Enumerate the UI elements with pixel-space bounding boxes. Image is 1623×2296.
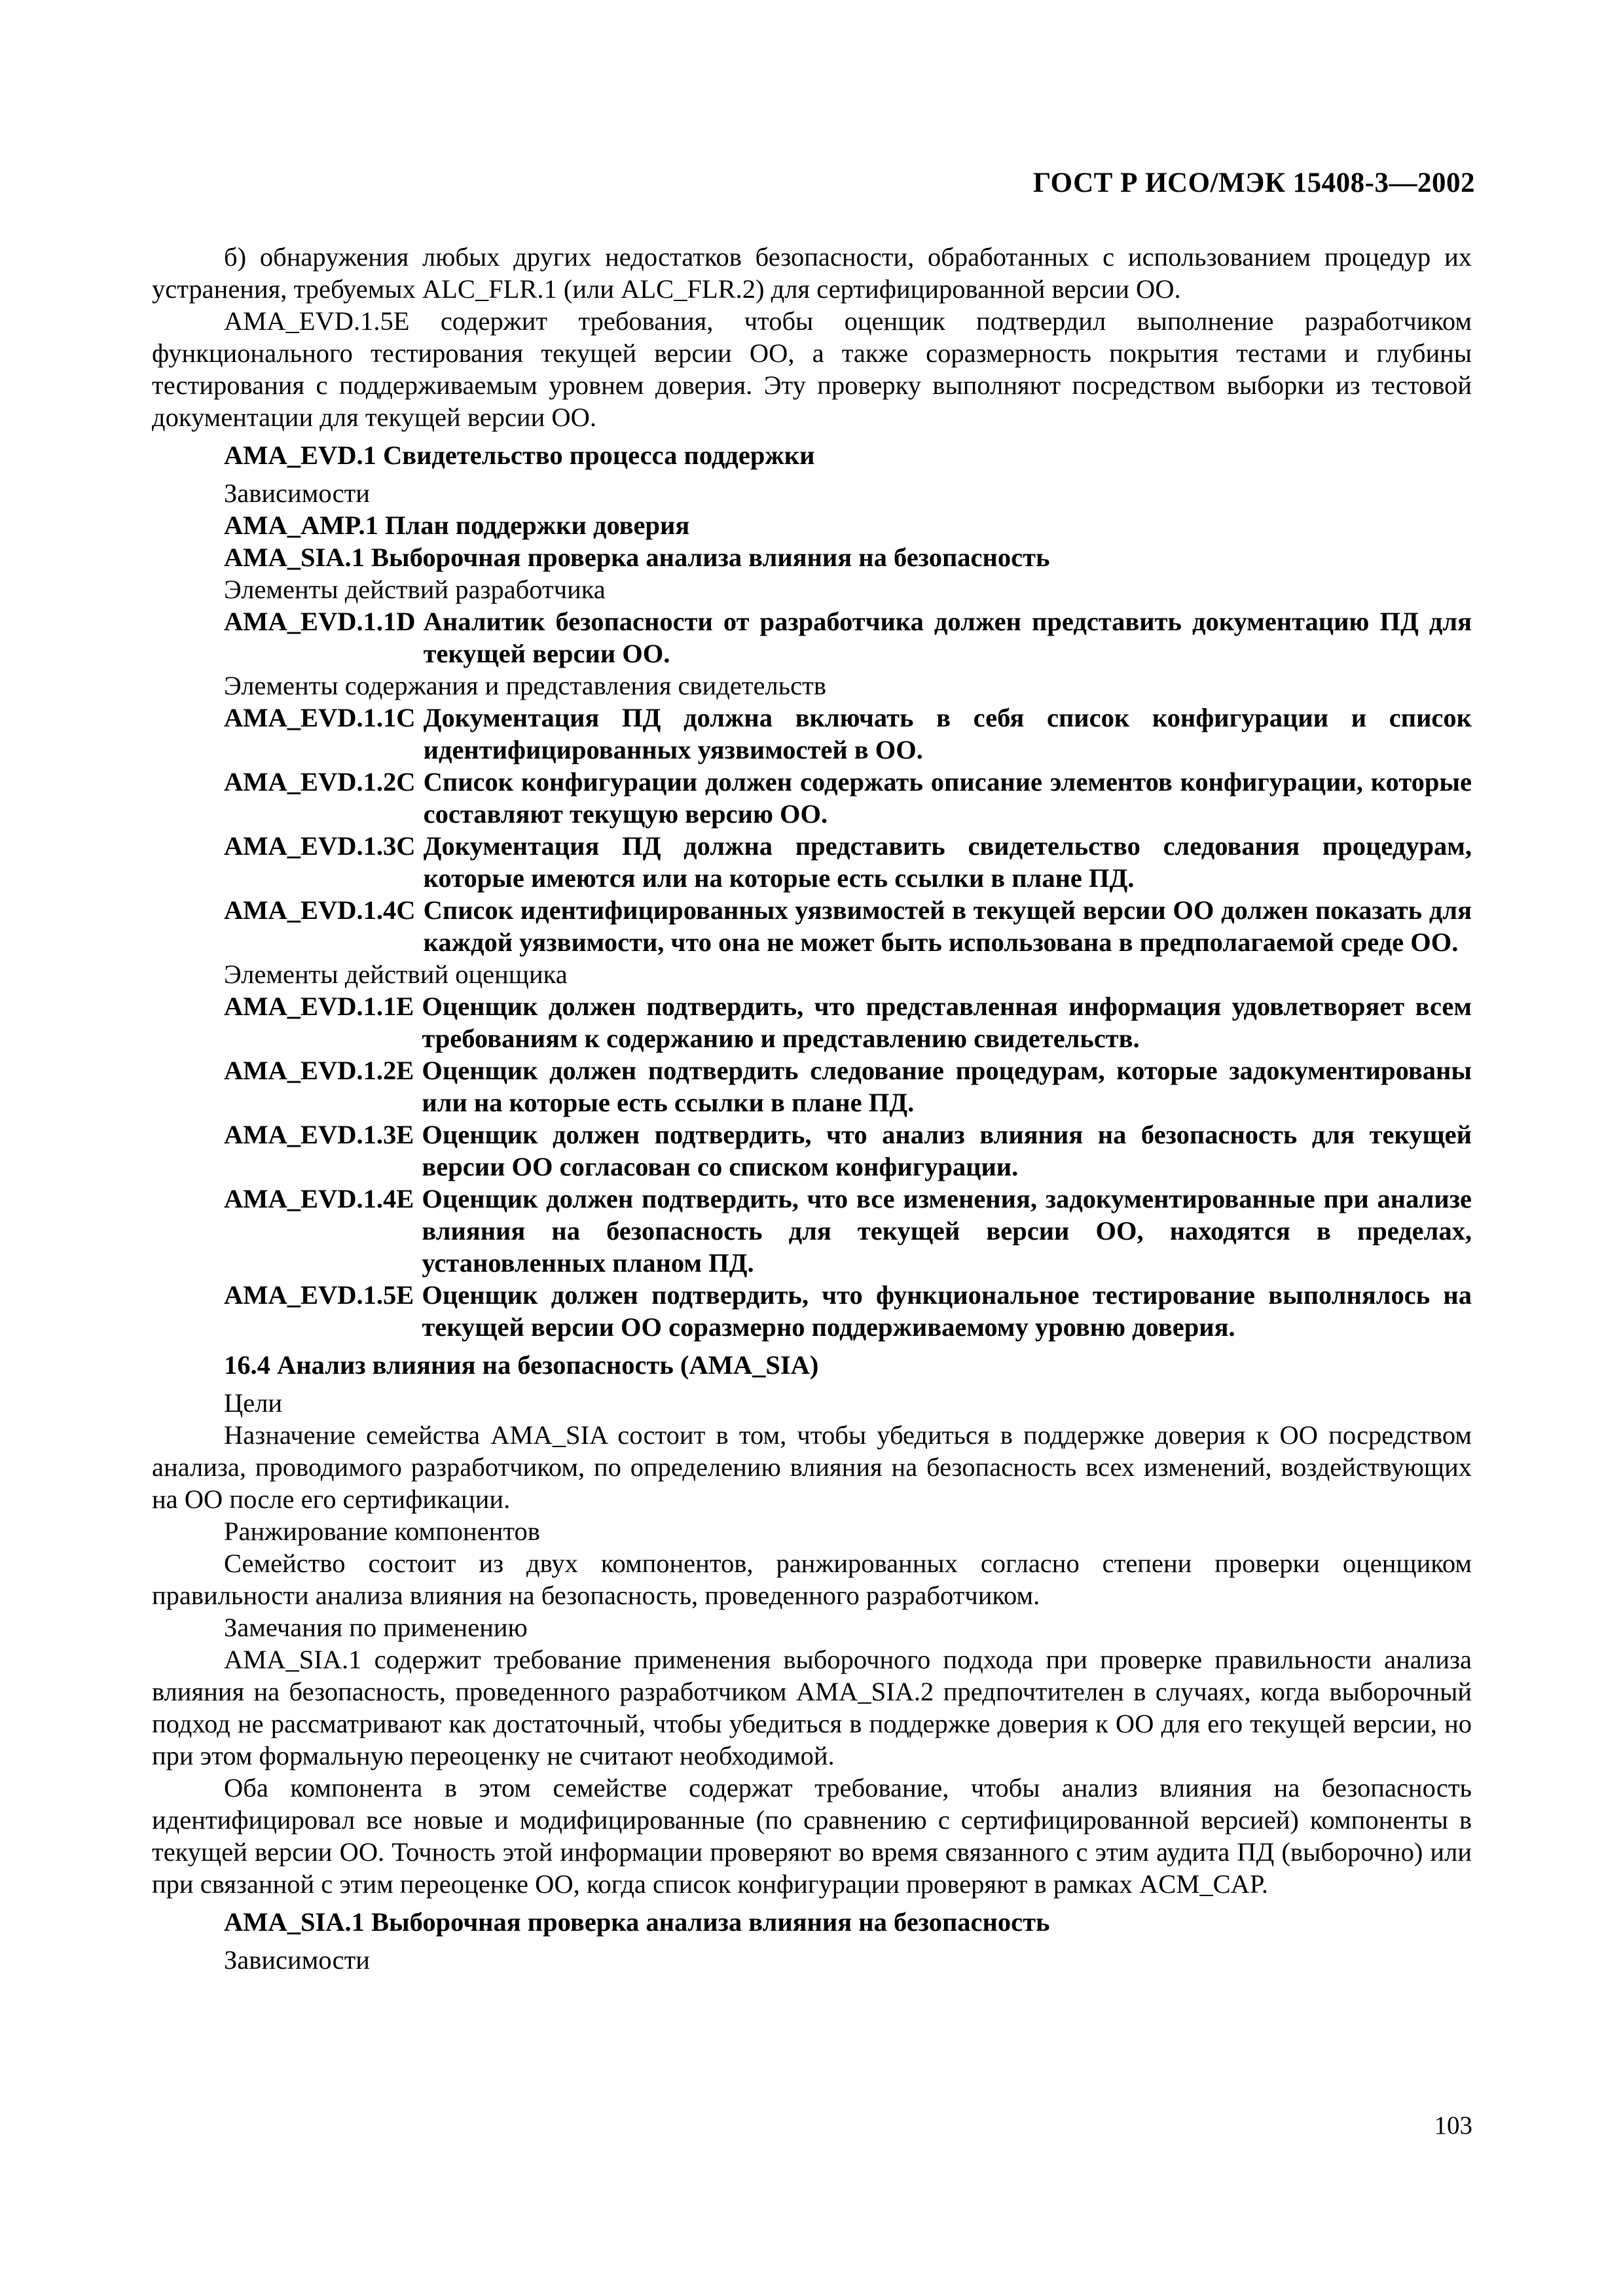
body-paragraph: Назначение семейства AMA_SIA состоит в том, чтобы убедиться в поддержке доверия к ОО посредством анализа, проводимого разработчиком, по определению влияния на безопасность всех изменений, воздействующих на ОО после его сертификации. [152,1420,1472,1514]
section-heading: AMA_SIA.1 Выборочная проверка анализа влияния на безопасность [224,1907,1050,1937]
body-paragraph: Оба компонента в этом семействе содержат требование, чтобы анализ влияния на безопасность идентифицировал все новые и модифицированные (по сравнению с сертифицированной версией) компоненты в текущей версии ОО. Точность этой информации проверяют во время связанного с этим аудита ПД (выборочно) или при связанной с этим переоценке ОО, когда список конфигурации проверяют в рамках ACM_CAP. [152,1773,1472,1899]
requirement-element [152,830,1472,894]
requirement-code: AMA_EVD.1.2E [224,1056,414,1085]
body-paragraph: AMA_EVD.1.5E содержит требования, чтобы оценщик подтвердил выполнение разработчиком функционального тестирования текущей версии ОО, а также соразмерность покрытия тестами и глубины тестирования с поддерживаемым уровнем доверия. Эту проверку выполняют посредством выборки из тестовой документации для текущей версии ОО. [152,306,1472,432]
requirement-code: AMA_EVD.1.2C [224,767,416,797]
requirement-code: AMA_EVD.1.4C [224,895,416,925]
requirement-text: Оценщик должен подтвердить, что представленная информация удовлетворяет всем требованиям к содержанию и представлению свидетельств. [422,992,1472,1053]
subsection-label: Замечания по применению [224,1613,528,1642]
requirement-text: Оценщик должен подтвердить следование процедурам, которые задокументированы или на которые есть ссылки в плане ПД. [422,1056,1472,1117]
requirement-code: AMA_EVD.1.4E [224,1184,414,1213]
requirement-element [152,1279,1472,1343]
dependency-item: AMA_SIA.1 Выборочная проверка анализа влияния на безопасность [224,543,1050,572]
dependency-item: AMA_AMP.1 План поддержки доверия [224,511,690,540]
requirement-code: AMA_EVD.1.1C [224,703,416,732]
requirement-element [152,1119,1472,1183]
subsection-label: Элементы действий оценщика [224,960,568,989]
requirement-element [152,605,1472,670]
requirement-code: AMA_EVD.1.3C [224,831,416,861]
subsection-label: Зависимости [224,478,370,508]
body-paragraph: AMA_SIA.1 содержит требование применения выборочного подхода при проверке правильности анализа влияния на безопасность, проведенного разработчиком AMA_SIA.2 предпочтителен в случаях, когда выборочный подход не рассматривают как достаточный, чтобы убедиться в поддержке доверия к ОО для его текущей версии, но при этом формальную переоценку не считают необходимой. [152,1645,1472,1770]
requirement-text: Список идентифицированных уязвимостей в текущей версии ОО должен показать для каждой уязвимости, что она не может быть использована в предполагаемой среде ОО. [423,895,1472,957]
requirement-element [152,894,1472,958]
section-heading: 16.4 Анализ влияния на безопасность (AMA_SIA) [224,1350,819,1380]
subsection-label: Цели [224,1388,283,1418]
section-heading: AMA_EVD.1 Свидетельство процесса поддержки [224,440,815,470]
body-paragraph: Семейство состоит из двух компонентов, ранжированных согласно степени проверки оценщиком правильности анализа влияния на безопасность, проведенного разработчиком. [152,1549,1472,1610]
requirement-element [152,1054,1472,1119]
requirement-code: AMA_EVD.1.3E [224,1120,414,1149]
body-paragraph: б) обнаружения любых других недостатков безопасности, обработанных с использованием процедур их устранения, требуемых ALC_FLR.1 (или ALC_FLR.2) для сертифицированной версии ОО. [152,242,1472,304]
requirement-element [152,990,1472,1054]
requirement-code: AMA_EVD.1.5E [224,1280,414,1310]
page-number: 103 [1434,2111,1472,2140]
document-body [152,241,1472,1976]
requirement-text: Документация ПД должна включать в себя список конфигурации и список идентифицированных уязвимостей в ОО. [423,703,1472,764]
requirement-text: Аналитик безопасности от разработчика должен представить документацию ПД для текущей версии ОО. [423,607,1472,668]
subsection-label: Зависимости [224,1945,370,1975]
requirement-text: Оценщик должен подтвердить, что все изменения, задокументированные при анализе влияния на безопасность для текущей версии ОО, находятся в пределах, установленных планом ПД. [422,1184,1472,1278]
subsection-label: Элементы содержания и представления свидетельств [224,671,826,700]
requirement-element [152,766,1472,830]
requirement-text: Оценщик должен подтвердить, что анализ влияния на безопасность для текущей версии ОО согласован со списком конфигурации. [422,1120,1472,1181]
requirement-element [152,1183,1472,1279]
requirement-code: AMA_EVD.1.1D [224,607,416,636]
subsection-label: Ранжирование компонентов [224,1516,540,1546]
subsection-label: Элементы действий разработчика [224,575,606,604]
requirement-text: Список конфигурации должен содержать описание элементов конфигурации, которые составляют текущую версию ОО. [423,767,1472,829]
requirement-text: Оценщик должен подтвердить, что функциональное тестирование выполнялось на текущей версии ОО соразмерно поддерживаемому уровню доверия. [422,1280,1472,1342]
document-header-title: ГОСТ Р ИСО/МЭК 15408-3—2002 [1032,168,1475,198]
requirement-element [152,702,1472,766]
requirement-code: AMA_EVD.1.1E [224,992,414,1021]
requirement-text: Документация ПД должна представить свидетельство следования процедурам, которые имеются или на которые есть ссылки в плане ПД. [423,831,1472,893]
